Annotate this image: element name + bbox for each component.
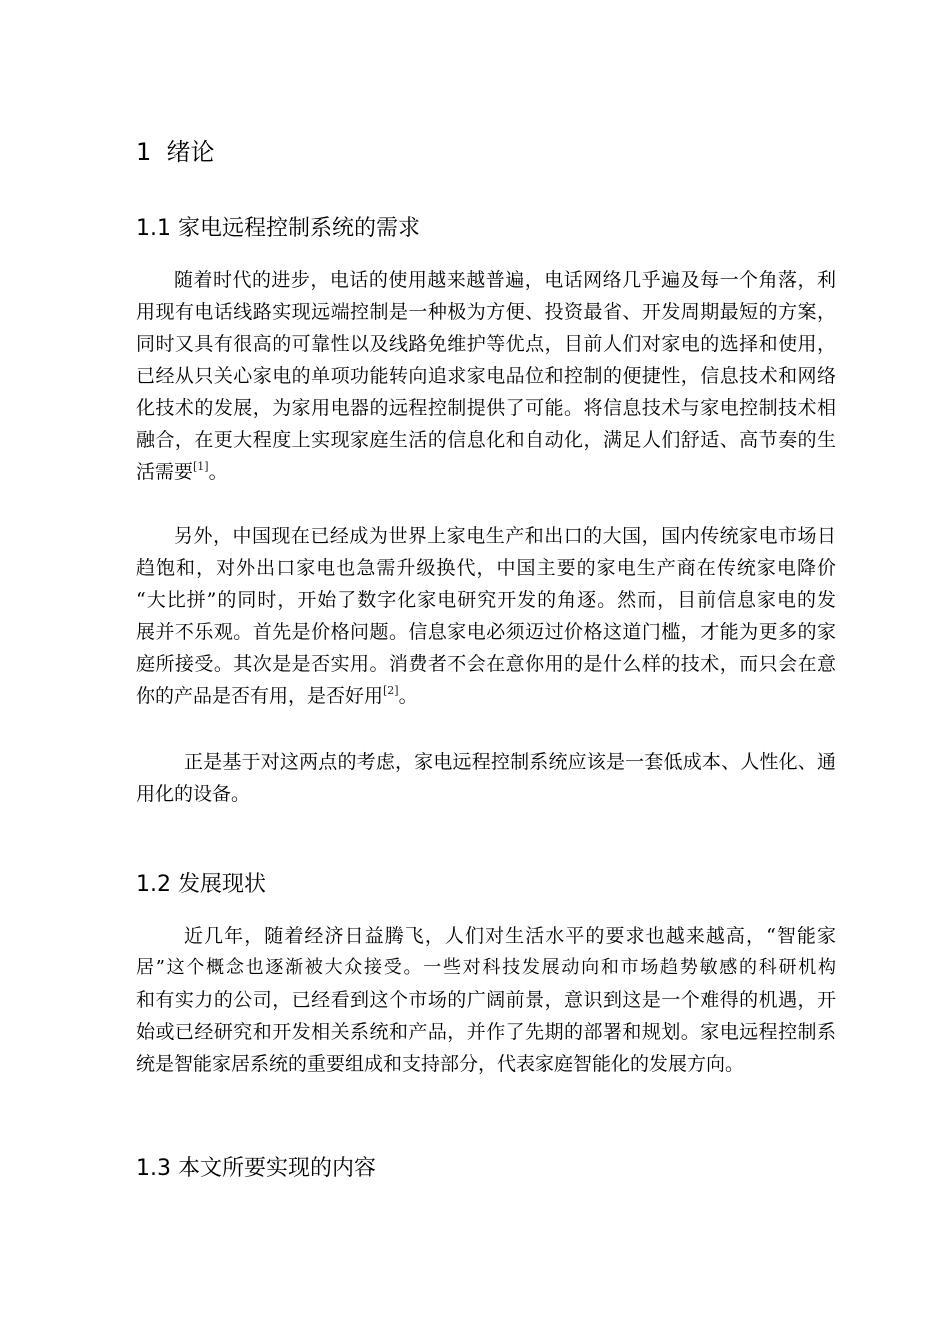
paragraph-conclusion [136, 746, 836, 810]
line-text: 你的产品是否有用，是否好用 [136, 685, 384, 707]
section-heading-1-2 [136, 868, 266, 902]
paragraph-line: 已经从只关心家电的单项功能转向追求家电品位和控制的便捷性，信息技术和网络 [136, 365, 836, 387]
paragraph-line: 融合，在更大程度上实现家庭生活的信息化和自动化，满足人们舒适、高节奏的生 [136, 429, 836, 451]
paragraph-line: 和有实力的公司，已经看到这个市场的广阔前景，意识到这是一个难得的机遇，开 [136, 989, 836, 1011]
paragraph-line: 同时又具有很高的可靠性以及线路免维护等优点，目前人们对家电的选择和使用， [136, 333, 836, 355]
chapter-heading [136, 134, 215, 170]
paragraph-line: 趋饱和，对外出口家电也急需升级换代，中国主要的家电生产商在传统家电降价 [136, 557, 836, 579]
paragraph-line: 用化的设备。 [136, 783, 251, 805]
line-text: 活需要 [136, 461, 194, 483]
line-end: 。 [398, 685, 418, 707]
chapter-number: 1 [136, 138, 152, 166]
chapter-title: 绪论 [166, 138, 215, 166]
paragraph-line: 展并不乐观。首先是价格问题。信息家电必须迈过价格这道门槛，才能为更多的家 [136, 621, 836, 643]
section-title: 本文所要实现的内容 [178, 1156, 377, 1181]
paragraph-needs [136, 264, 836, 488]
paragraph-market [136, 520, 836, 712]
line-end: 。 [208, 461, 228, 483]
section-heading-1-1 [136, 212, 420, 246]
paragraph-last-line [136, 456, 836, 488]
paragraph-line: 化技术的发展，为家用电器的远程控制提供了可能。将信息技术与家电控制技术相 [136, 397, 836, 419]
paragraph-line: 始或已经研究和开发相关系统和产品，并作了先期的部署和规划。家电远程控制系 [136, 1021, 836, 1043]
paragraph-line: 居”这个概念也逐渐被大众接受。一些对科技发展动向和市场趋势敏感的科研机构 [136, 957, 836, 978]
paragraph-last-line [136, 680, 836, 712]
paragraph-line: 庭所接受。其次是是否实用。消费者不会在意你用的是什么样的技术，而只会在意 [136, 653, 836, 675]
paragraph-line: 随着时代的进步，电话的使用越来越普遍，电话网络几乎遍及每一个角落，利 [174, 269, 836, 291]
paragraph-line: 统是智能家居系统的重要组成和支持部分，代表家庭智能化的发展方向。 [136, 1053, 745, 1075]
citation-marker: [1] [193, 460, 209, 473]
citation-marker: [2] [383, 684, 399, 697]
section-heading-1-3 [136, 1152, 376, 1186]
paragraph-status [136, 920, 836, 1080]
section-title: 家电远程控制系统的需求 [178, 216, 421, 241]
paragraph-line: 用现有电话线路实现远端控制是一种极为方便、投资最省、开发周期最短的方案， [136, 301, 836, 323]
section-number: 1.1 [136, 216, 171, 241]
section-title: 发展现状 [178, 872, 267, 897]
paragraph-line: 近几年，随着经济日益腾飞，人们对生活水平的要求也越来越高，“智能家 [184, 925, 836, 947]
section-number: 1.2 [136, 872, 171, 897]
paragraph-line: 另外，中国现在已经成为世界上家电生产和出口的大国，国内传统家电市场日 [174, 525, 836, 547]
paragraph-line: “大比拼”的同时，开始了数字化家电研究开发的角逐。然而，目前信息家电的发 [136, 589, 836, 611]
section-number: 1.3 [136, 1156, 171, 1181]
paragraph-line: 正是基于对这两点的考虑，家电远程控制系统应该是一套低成本、人性化、通 [184, 751, 836, 773]
